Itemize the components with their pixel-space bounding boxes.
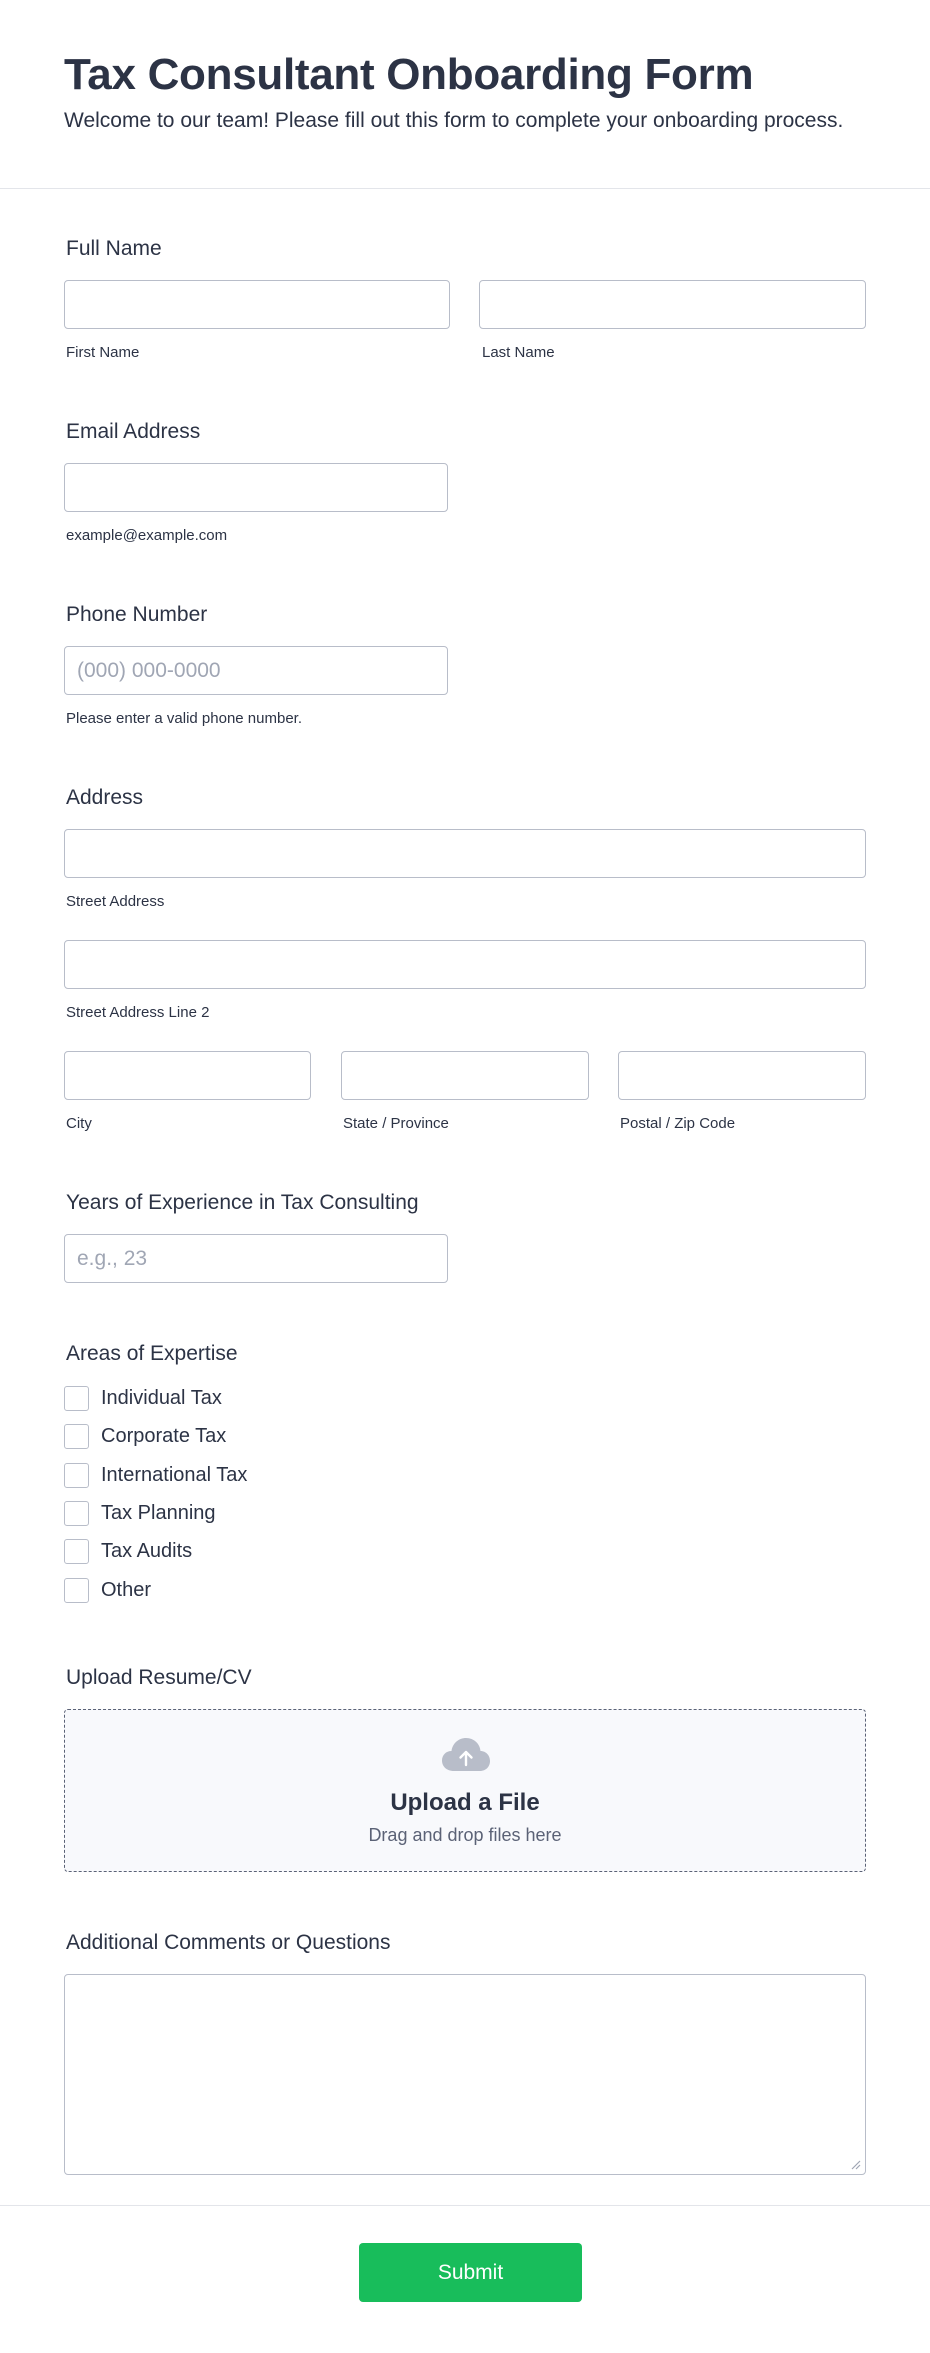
- checkbox[interactable]: [64, 1501, 89, 1526]
- last-name-input[interactable]: [479, 280, 866, 329]
- full-name-label: Full Name: [66, 237, 162, 260]
- city-input[interactable]: [64, 1051, 311, 1100]
- street-address-line2-input[interactable]: [64, 940, 866, 989]
- upload-title: Upload a File: [390, 1789, 540, 1816]
- email-label: Email Address: [66, 420, 201, 443]
- expertise-option[interactable]: [64, 1423, 226, 1449]
- phone-input[interactable]: [64, 646, 448, 695]
- checkbox-label: Tax Planning: [101, 1501, 216, 1524]
- expertise-option[interactable]: [64, 1538, 192, 1564]
- resize-grip-icon[interactable]: [849, 2158, 861, 2170]
- checkbox-label: Tax Audits: [101, 1539, 193, 1562]
- checkbox-label: Other: [101, 1578, 152, 1601]
- experience-input[interactable]: [64, 1234, 448, 1283]
- postal-code-input[interactable]: [618, 1051, 866, 1100]
- checkbox-label: Individual Tax: [101, 1386, 222, 1409]
- last-name-sublabel: Last Name: [482, 344, 555, 361]
- expertise-label: Areas of Expertise: [66, 1342, 238, 1365]
- checkbox[interactable]: [64, 1539, 89, 1564]
- checkbox[interactable]: [64, 1463, 89, 1488]
- upload-label: Upload Resume/CV: [66, 1666, 252, 1689]
- checkbox[interactable]: [64, 1578, 89, 1603]
- city-sublabel: City: [66, 1115, 92, 1132]
- cloud-upload-icon: [441, 1735, 491, 1775]
- checkbox-label: Corporate Tax: [101, 1424, 227, 1447]
- phone-label: Phone Number: [66, 603, 208, 626]
- expertise-option[interactable]: [64, 1500, 216, 1526]
- phone-sublabel: Please enter a valid phone number.: [66, 710, 302, 727]
- page-subtitle: Welcome to our team! Please fill out this form to complete your onboarding process.: [64, 109, 844, 132]
- state-sublabel: State / Province: [343, 1115, 449, 1132]
- address-label: Address: [66, 786, 144, 809]
- submit-button[interactable]: Submit: [359, 2243, 582, 2302]
- expertise-option[interactable]: [64, 1462, 247, 1488]
- first-name-sublabel: First Name: [66, 344, 140, 361]
- postal-code-sublabel: Postal / Zip Code: [620, 1115, 736, 1132]
- checkbox[interactable]: [64, 1424, 89, 1449]
- experience-label: Years of Experience in Tax Consulting: [66, 1191, 419, 1214]
- comments-label: Additional Comments or Questions: [66, 1931, 391, 1954]
- form-header: [0, 0, 930, 189]
- first-name-input[interactable]: [64, 280, 450, 329]
- street-address-sublabel: Street Address: [66, 893, 165, 910]
- state-input[interactable]: [341, 1051, 589, 1100]
- street-address-line2-sublabel: Street Address Line 2: [66, 1004, 210, 1021]
- email-sublabel: example@example.com: [66, 527, 228, 544]
- page-title: Tax Consultant Onboarding Form: [64, 50, 754, 99]
- comments-textarea[interactable]: [64, 1974, 866, 2175]
- street-address-input[interactable]: [64, 829, 866, 878]
- checkbox[interactable]: [64, 1386, 89, 1411]
- file-upload-dropzone[interactable]: [64, 1709, 866, 1872]
- expertise-option[interactable]: [64, 1385, 222, 1411]
- expertise-option[interactable]: [64, 1577, 151, 1603]
- email-input[interactable]: [64, 463, 448, 512]
- upload-hint: Drag and drop files here: [368, 1825, 562, 1845]
- checkbox-label: International Tax: [101, 1463, 248, 1486]
